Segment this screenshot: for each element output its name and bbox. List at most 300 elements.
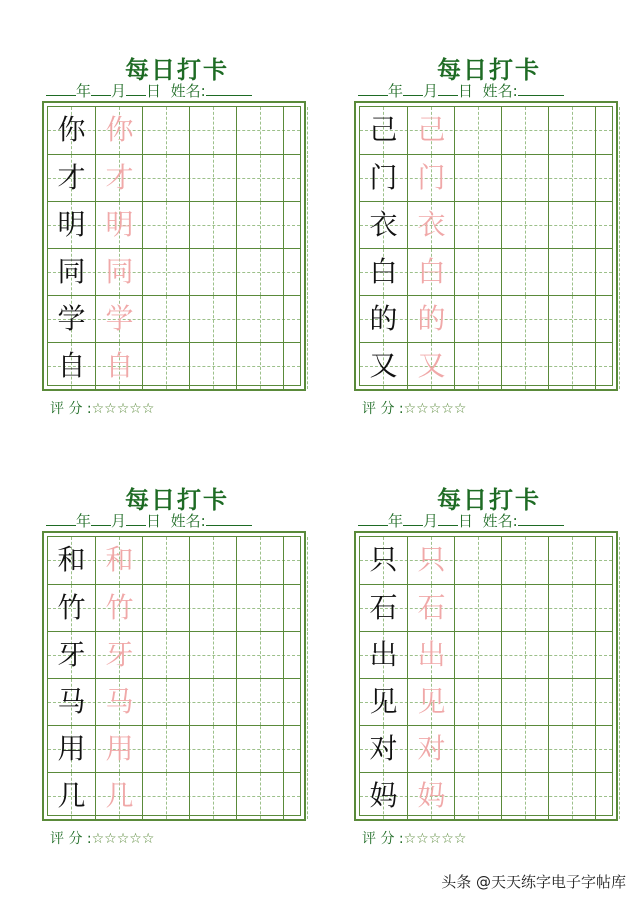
grid-cell[interactable] bbox=[189, 679, 236, 725]
cell-guide bbox=[260, 155, 261, 201]
grid-cell[interactable] bbox=[548, 585, 595, 631]
grid-cell bbox=[407, 155, 454, 201]
grid-cell[interactable] bbox=[454, 343, 501, 389]
info-line bbox=[46, 80, 252, 101]
trace-character: 的 bbox=[417, 302, 446, 335]
grid-cell[interactable] bbox=[189, 773, 236, 819]
month-label: 月 bbox=[111, 82, 127, 100]
trace-character: 白 bbox=[417, 255, 446, 288]
trace-character: 同 bbox=[105, 255, 134, 288]
model-character: 的 bbox=[369, 302, 398, 335]
cell-guide bbox=[478, 679, 479, 725]
grid-cell[interactable] bbox=[454, 202, 501, 248]
grid-cell bbox=[95, 726, 142, 772]
trace-character: 和 bbox=[105, 543, 134, 576]
model-character: 用 bbox=[57, 732, 86, 765]
grid-cell[interactable] bbox=[454, 296, 501, 342]
month-label: 月 bbox=[111, 512, 127, 530]
grid-cell bbox=[48, 585, 95, 631]
month-label: 月 bbox=[423, 512, 439, 530]
trace-character: 牙 bbox=[105, 638, 134, 671]
grid-cell[interactable] bbox=[595, 296, 640, 342]
cell-guide bbox=[166, 679, 167, 725]
card-title: 每日打卡 bbox=[125, 485, 229, 514]
grid-cell[interactable] bbox=[501, 249, 548, 295]
model-character: 妈 bbox=[369, 779, 398, 812]
grid-cell[interactable] bbox=[501, 343, 548, 389]
cell-guide bbox=[619, 726, 620, 772]
model-character: 石 bbox=[369, 591, 398, 624]
cell-guide bbox=[478, 249, 479, 295]
grid-cell[interactable] bbox=[501, 679, 548, 725]
cell-guide bbox=[213, 632, 214, 678]
cell-guide bbox=[619, 537, 620, 584]
grid-cell[interactable] bbox=[548, 155, 595, 201]
grid-cell bbox=[95, 202, 142, 248]
cell-guide bbox=[478, 107, 479, 154]
name-label: 姓名: bbox=[482, 82, 518, 100]
day-field[interactable] bbox=[126, 81, 146, 96]
day-field[interactable] bbox=[438, 511, 458, 526]
year-field[interactable] bbox=[46, 81, 76, 96]
cell-guide bbox=[525, 202, 526, 248]
grid-row bbox=[48, 631, 300, 678]
grid-cell[interactable] bbox=[595, 585, 640, 631]
month-field[interactable] bbox=[91, 511, 111, 526]
star-rating[interactable]: ☆☆☆☆☆ bbox=[91, 831, 155, 847]
grid-row bbox=[360, 107, 612, 154]
cell-guide bbox=[260, 249, 261, 295]
name-field[interactable] bbox=[206, 81, 252, 96]
grid-cell[interactable] bbox=[548, 296, 595, 342]
grid-cell bbox=[48, 343, 95, 389]
cell-guide bbox=[213, 155, 214, 201]
grid-cell[interactable] bbox=[595, 107, 640, 154]
model-character: 出 bbox=[369, 638, 398, 671]
grid-cell bbox=[407, 202, 454, 248]
grid-cell[interactable] bbox=[142, 107, 189, 154]
model-character: 你 bbox=[57, 113, 86, 146]
grid-cell bbox=[407, 726, 454, 772]
cell-guide bbox=[572, 202, 573, 248]
grid-cell[interactable] bbox=[595, 202, 640, 248]
grid-cell[interactable] bbox=[142, 155, 189, 201]
grid-cell[interactable] bbox=[548, 343, 595, 389]
grid-cell[interactable] bbox=[548, 679, 595, 725]
grid-row bbox=[48, 584, 300, 631]
grid-cell[interactable] bbox=[283, 296, 330, 342]
cell-guide bbox=[307, 537, 308, 584]
grid-cell[interactable] bbox=[142, 296, 189, 342]
cell-guide bbox=[260, 343, 261, 389]
grid-cell[interactable] bbox=[142, 249, 189, 295]
grid-cell[interactable] bbox=[501, 296, 548, 342]
grid-cell[interactable] bbox=[142, 537, 189, 584]
cell-guide bbox=[525, 249, 526, 295]
grid-cell bbox=[48, 107, 95, 154]
grid-cell[interactable] bbox=[548, 107, 595, 154]
grid-cell bbox=[95, 773, 142, 819]
grid-cell[interactable] bbox=[501, 585, 548, 631]
name-field[interactable] bbox=[206, 511, 252, 526]
cell-guide bbox=[525, 585, 526, 631]
cell-guide bbox=[307, 679, 308, 725]
grid-cell bbox=[360, 773, 407, 819]
grid-cell[interactable] bbox=[236, 296, 283, 342]
name-field[interactable] bbox=[518, 511, 564, 526]
cell-guide bbox=[525, 679, 526, 725]
model-character: 学 bbox=[57, 302, 86, 335]
cell-guide bbox=[478, 202, 479, 248]
trace-character: 几 bbox=[105, 779, 134, 812]
grid-cell[interactable] bbox=[189, 632, 236, 678]
name-field[interactable] bbox=[518, 81, 564, 96]
grid-cell[interactable] bbox=[548, 202, 595, 248]
grid-cell bbox=[95, 537, 142, 584]
grid-cell[interactable] bbox=[283, 537, 330, 584]
trace-character: 用 bbox=[105, 732, 134, 765]
day-label: 日 bbox=[458, 512, 474, 530]
cell-guide bbox=[572, 679, 573, 725]
grid-cell bbox=[360, 726, 407, 772]
cell-guide bbox=[619, 632, 620, 678]
grid-cell bbox=[360, 632, 407, 678]
grid-row bbox=[360, 772, 612, 819]
grid-cell[interactable] bbox=[283, 155, 330, 201]
grid-row bbox=[360, 537, 612, 584]
grid-cell bbox=[95, 679, 142, 725]
trace-character: 只 bbox=[417, 543, 446, 576]
grid-cell[interactable] bbox=[236, 202, 283, 248]
grid-cell[interactable] bbox=[501, 726, 548, 772]
cell-guide bbox=[525, 632, 526, 678]
cell-guide bbox=[478, 343, 479, 389]
grid-cell[interactable] bbox=[501, 537, 548, 584]
grid-cell bbox=[407, 679, 454, 725]
cell-guide bbox=[213, 296, 214, 342]
grid-cell[interactable] bbox=[142, 632, 189, 678]
day-field[interactable] bbox=[438, 81, 458, 96]
grid-cell bbox=[48, 537, 95, 584]
cell-guide bbox=[166, 343, 167, 389]
grid-cell[interactable] bbox=[548, 726, 595, 772]
grid-cell[interactable] bbox=[142, 726, 189, 772]
grid-cell[interactable] bbox=[283, 632, 330, 678]
cell-guide bbox=[166, 726, 167, 772]
day-field[interactable] bbox=[126, 511, 146, 526]
grid-cell[interactable] bbox=[236, 773, 283, 819]
trace-character: 自 bbox=[105, 349, 134, 382]
cell-guide bbox=[619, 773, 620, 819]
month-field[interactable] bbox=[91, 81, 111, 96]
grid-cell[interactable] bbox=[548, 249, 595, 295]
grid-cell bbox=[360, 537, 407, 584]
grid-cell[interactable] bbox=[595, 726, 640, 772]
spacer bbox=[161, 512, 171, 530]
model-character: 同 bbox=[57, 255, 86, 288]
model-character: 衣 bbox=[369, 208, 398, 241]
cell-guide bbox=[307, 585, 308, 631]
trace-character: 对 bbox=[417, 732, 446, 765]
year-label: 年 bbox=[76, 512, 92, 530]
grid-cell[interactable] bbox=[595, 679, 640, 725]
grid-row bbox=[48, 725, 300, 772]
grid-cell[interactable] bbox=[454, 726, 501, 772]
cell-guide bbox=[307, 107, 308, 154]
grid-cell[interactable] bbox=[454, 585, 501, 631]
grid-cell[interactable] bbox=[283, 679, 330, 725]
trace-character: 才 bbox=[105, 161, 134, 194]
cell-guide bbox=[213, 537, 214, 584]
year-label: 年 bbox=[388, 512, 404, 530]
cell-guide bbox=[166, 773, 167, 819]
cell-guide bbox=[260, 107, 261, 154]
cell-guide bbox=[572, 585, 573, 631]
grid-cell[interactable] bbox=[236, 726, 283, 772]
cell-guide bbox=[572, 773, 573, 819]
trace-character: 明 bbox=[105, 208, 134, 241]
grid-cell bbox=[407, 343, 454, 389]
cell-guide bbox=[478, 632, 479, 678]
grid-cell bbox=[95, 249, 142, 295]
trace-character: 见 bbox=[417, 685, 446, 718]
cell-guide bbox=[525, 296, 526, 342]
day-label: 日 bbox=[146, 512, 162, 530]
cell-guide bbox=[619, 343, 620, 389]
grid-cell[interactable] bbox=[595, 155, 640, 201]
grid-cell[interactable] bbox=[142, 679, 189, 725]
month-field[interactable] bbox=[403, 81, 423, 96]
spacer bbox=[473, 82, 483, 100]
cell-guide bbox=[478, 296, 479, 342]
grid-cell[interactable] bbox=[501, 632, 548, 678]
grid-cell[interactable] bbox=[236, 679, 283, 725]
grid-cell bbox=[360, 249, 407, 295]
cell-guide bbox=[572, 296, 573, 342]
grid-cell bbox=[407, 537, 454, 584]
grid-cell[interactable] bbox=[548, 773, 595, 819]
model-character: 才 bbox=[57, 161, 86, 194]
cell-guide bbox=[572, 155, 573, 201]
trace-character: 你 bbox=[105, 113, 134, 146]
day-label: 日 bbox=[146, 82, 162, 100]
score-label: 评 分 : bbox=[50, 401, 92, 417]
info-line bbox=[358, 510, 564, 531]
name-label: 姓名: bbox=[170, 82, 206, 100]
cell-guide bbox=[260, 585, 261, 631]
grid-cell[interactable] bbox=[454, 537, 501, 584]
grid-cell[interactable] bbox=[454, 773, 501, 819]
grid-cell bbox=[360, 343, 407, 389]
grid-cell[interactable] bbox=[236, 343, 283, 389]
model-character: 几 bbox=[57, 779, 86, 812]
grid-cell[interactable] bbox=[189, 155, 236, 201]
grid-cell[interactable] bbox=[283, 202, 330, 248]
score-line bbox=[362, 828, 466, 848]
year-label: 年 bbox=[388, 82, 404, 100]
cell-guide bbox=[619, 249, 620, 295]
grid-cell[interactable] bbox=[283, 249, 330, 295]
grid-cell[interactable] bbox=[548, 537, 595, 584]
grid-cell[interactable] bbox=[283, 343, 330, 389]
star-rating[interactable]: ☆☆☆☆☆ bbox=[403, 831, 467, 847]
cell-guide bbox=[478, 155, 479, 201]
model-character: 己 bbox=[369, 113, 398, 146]
trace-character: 石 bbox=[417, 591, 446, 624]
grid-cell[interactable] bbox=[142, 343, 189, 389]
grid-cell[interactable] bbox=[142, 585, 189, 631]
grid-cell[interactable] bbox=[283, 773, 330, 819]
spacer bbox=[161, 82, 171, 100]
cell-guide bbox=[525, 537, 526, 584]
grid-cell bbox=[48, 249, 95, 295]
grid-cell[interactable] bbox=[501, 202, 548, 248]
spacer bbox=[473, 512, 483, 530]
cell-guide bbox=[260, 537, 261, 584]
cell-guide bbox=[572, 537, 573, 584]
grid-cell bbox=[48, 632, 95, 678]
grid-cell bbox=[407, 249, 454, 295]
grid-cell[interactable] bbox=[501, 107, 548, 154]
grid-cell bbox=[407, 296, 454, 342]
trace-character: 竹 bbox=[105, 591, 134, 624]
grid-cell[interactable] bbox=[189, 537, 236, 584]
grid-cell[interactable] bbox=[236, 107, 283, 154]
cell-guide bbox=[213, 773, 214, 819]
score-line bbox=[50, 828, 154, 848]
grid-cell bbox=[360, 296, 407, 342]
info-line bbox=[46, 510, 252, 531]
cell-guide bbox=[213, 726, 214, 772]
grid-cell[interactable] bbox=[454, 632, 501, 678]
cell-guide bbox=[260, 632, 261, 678]
cell-guide bbox=[213, 679, 214, 725]
card-title: 每日打卡 bbox=[437, 485, 541, 514]
grid-cell[interactable] bbox=[283, 726, 330, 772]
grid-cell[interactable] bbox=[595, 632, 640, 678]
grid-cell[interactable] bbox=[236, 585, 283, 631]
grid-cell[interactable] bbox=[189, 107, 236, 154]
grid-cell[interactable] bbox=[595, 537, 640, 584]
cell-guide bbox=[572, 249, 573, 295]
cell-guide bbox=[260, 679, 261, 725]
name-label: 姓名: bbox=[170, 512, 206, 530]
grid-cell bbox=[95, 632, 142, 678]
grid-cell[interactable] bbox=[501, 155, 548, 201]
grid-row bbox=[360, 342, 612, 389]
watermark: 头条 @天天练字电子字帖库 bbox=[441, 873, 626, 891]
grid-cell[interactable] bbox=[236, 249, 283, 295]
grid-cell[interactable] bbox=[189, 585, 236, 631]
writing-grid bbox=[42, 101, 306, 391]
cell-guide bbox=[619, 202, 620, 248]
grid-cell bbox=[95, 343, 142, 389]
grid-cell[interactable] bbox=[236, 537, 283, 584]
grid-cell bbox=[407, 773, 454, 819]
cell-guide bbox=[572, 343, 573, 389]
grid-cell bbox=[95, 585, 142, 631]
cell-guide bbox=[260, 296, 261, 342]
grid-row bbox=[360, 201, 612, 248]
cell-guide bbox=[166, 202, 167, 248]
year-field[interactable] bbox=[358, 511, 388, 526]
cell-guide bbox=[166, 585, 167, 631]
name-label: 姓名: bbox=[482, 512, 518, 530]
model-character: 自 bbox=[57, 349, 86, 382]
trace-character: 马 bbox=[105, 685, 134, 718]
year-field[interactable] bbox=[358, 81, 388, 96]
grid-cell[interactable] bbox=[236, 155, 283, 201]
card-title: 每日打卡 bbox=[125, 55, 229, 84]
grid-cell[interactable] bbox=[454, 155, 501, 201]
grid-row bbox=[360, 631, 612, 678]
cell-guide bbox=[307, 343, 308, 389]
score-line bbox=[362, 398, 466, 418]
score-label: 评 分 : bbox=[362, 831, 404, 847]
grid-cell[interactable] bbox=[283, 107, 330, 154]
grid-cell[interactable] bbox=[189, 726, 236, 772]
grid-cell bbox=[48, 679, 95, 725]
info-line bbox=[358, 80, 564, 101]
grid-cell[interactable] bbox=[595, 249, 640, 295]
grid-cell[interactable] bbox=[236, 632, 283, 678]
cell-guide bbox=[572, 107, 573, 154]
year-field[interactable] bbox=[46, 511, 76, 526]
grid-cell[interactable] bbox=[595, 773, 640, 819]
grid-inner bbox=[47, 106, 301, 386]
cell-guide bbox=[260, 726, 261, 772]
cell-guide bbox=[213, 202, 214, 248]
cell-guide bbox=[307, 773, 308, 819]
cell-guide bbox=[166, 537, 167, 584]
cell-guide bbox=[572, 726, 573, 772]
grid-cell[interactable] bbox=[501, 773, 548, 819]
grid-cell[interactable] bbox=[142, 773, 189, 819]
cell-guide bbox=[260, 202, 261, 248]
day-label: 日 bbox=[458, 82, 474, 100]
grid-cell[interactable] bbox=[454, 679, 501, 725]
grid-cell[interactable] bbox=[142, 202, 189, 248]
grid-cell[interactable] bbox=[189, 249, 236, 295]
grid-cell[interactable] bbox=[189, 296, 236, 342]
grid-cell[interactable] bbox=[454, 249, 501, 295]
cell-guide bbox=[166, 155, 167, 201]
cell-guide bbox=[166, 107, 167, 154]
writing-grid bbox=[354, 101, 618, 391]
month-field[interactable] bbox=[403, 511, 423, 526]
star-rating[interactable]: ☆☆☆☆☆ bbox=[403, 401, 467, 417]
cell-guide bbox=[307, 155, 308, 201]
cell-guide bbox=[478, 773, 479, 819]
model-character: 门 bbox=[369, 161, 398, 194]
grid-cell[interactable] bbox=[189, 202, 236, 248]
trace-character: 又 bbox=[417, 349, 446, 382]
grid-cell[interactable] bbox=[189, 343, 236, 389]
grid-cell[interactable] bbox=[283, 585, 330, 631]
writing-grid bbox=[42, 531, 306, 821]
grid-row bbox=[48, 295, 300, 342]
grid-row bbox=[48, 678, 300, 725]
grid-cell[interactable] bbox=[548, 632, 595, 678]
grid-inner bbox=[359, 536, 613, 816]
grid-cell bbox=[360, 107, 407, 154]
grid-cell[interactable] bbox=[595, 343, 640, 389]
month-label: 月 bbox=[423, 82, 439, 100]
score-label: 评 分 : bbox=[50, 831, 92, 847]
star-rating[interactable]: ☆☆☆☆☆ bbox=[91, 401, 155, 417]
grid-cell[interactable] bbox=[454, 107, 501, 154]
grid-cell bbox=[95, 296, 142, 342]
